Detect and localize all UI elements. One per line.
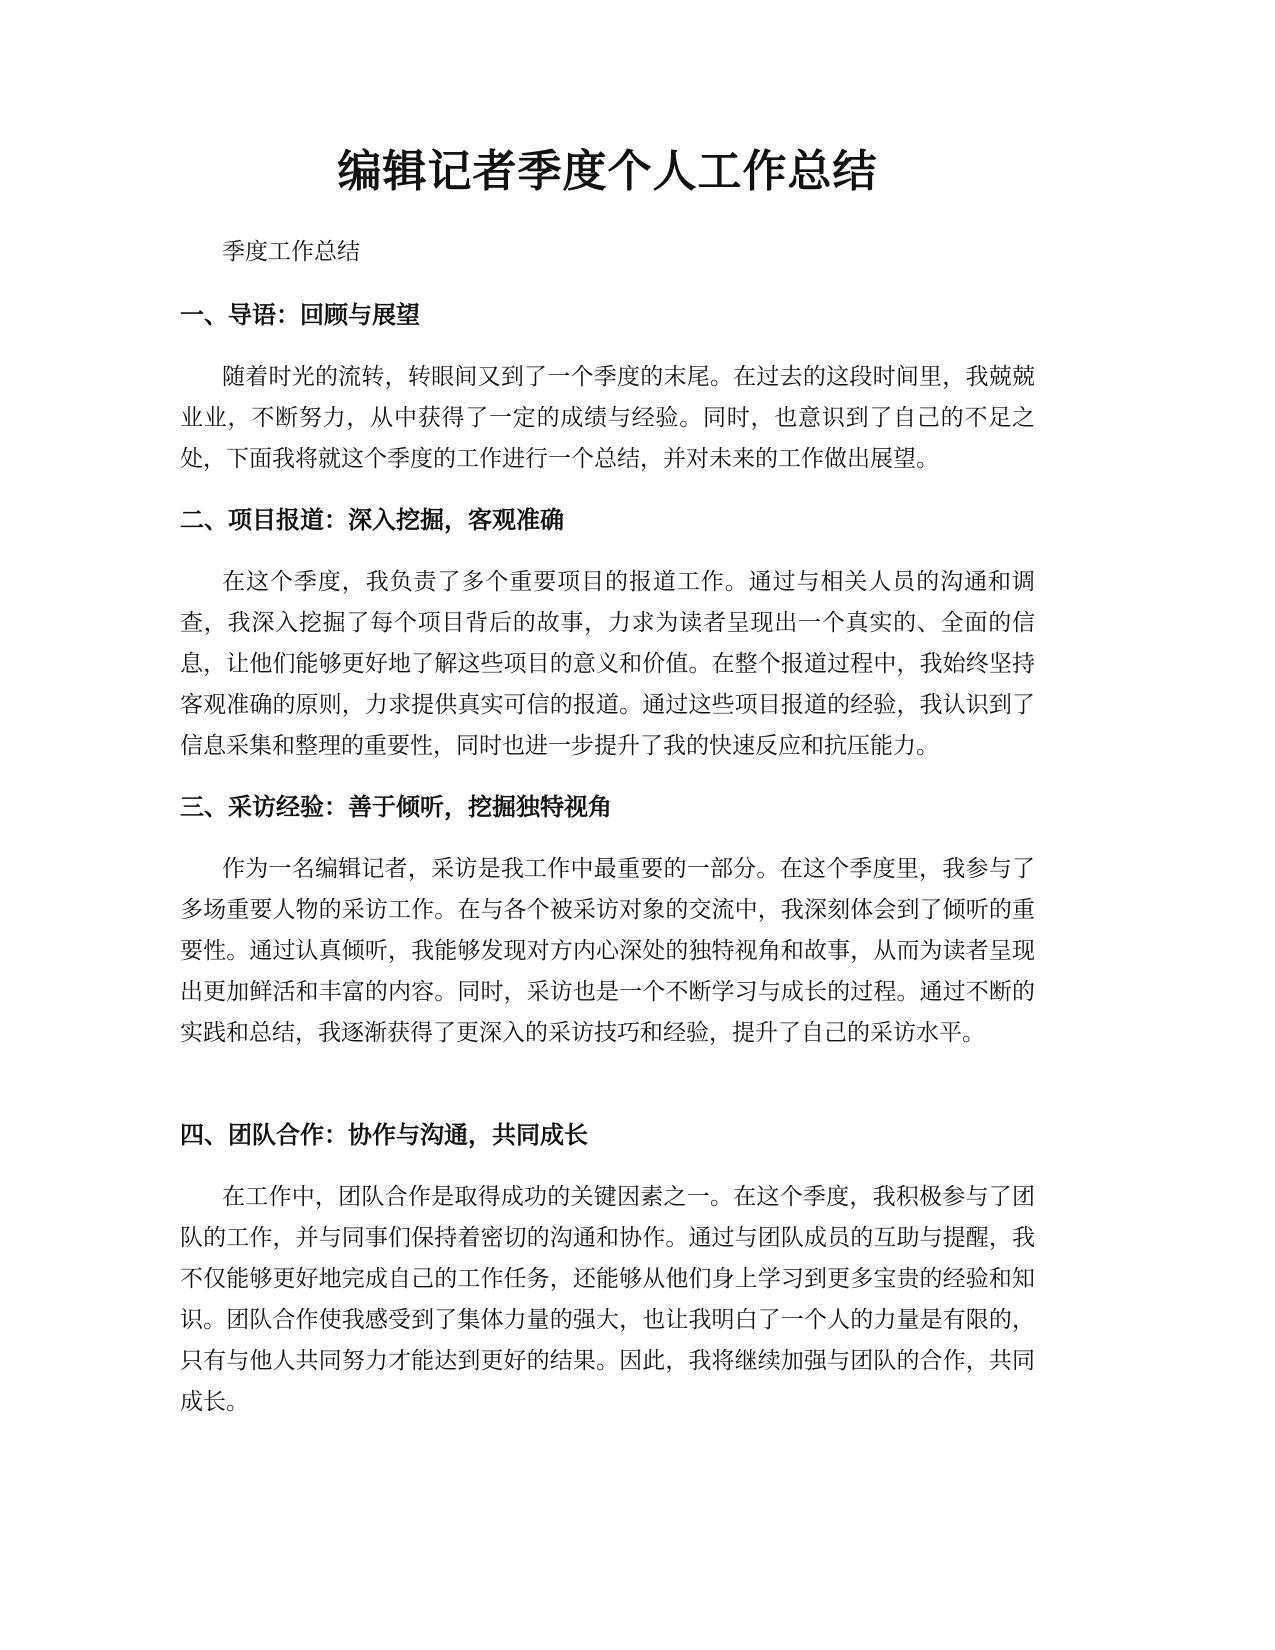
section-heading-project-reporting: 二、项目报道：深入挖掘，客观准确 [180, 506, 564, 534]
section-body-project-reporting: 在这个季度，我负责了多个重要项目的报道工作。通过与相关人员的沟通和调查，我深入挖掘了每个项目背后的故事，力求为读者呈现出一个真实的、全面的信息，让他们能够更好地了解这些项目的意义和价值。在整个报道过程中，我始终坚持客观准确的原则，力求提供真实可信的报道。通过这些项目报道的经验，我认识到了信息采集和整理的重要性，同时也进一步提升了我的快速反应和抗压能力。 [180, 569, 1035, 759]
section-heading-intro: 一、导语：回顾与展望 [180, 301, 420, 329]
section-heading-teamwork: 四、团队合作：协作与沟通，共同成长 [180, 1121, 588, 1149]
section-body-teamwork: 在工作中，团队合作是取得成功的关键因素之一。在这个季度，我积极参与了团队的工作，并与同事们保持着密切的沟通和协作。通过与团队成员的互助与提醒，我不仅能够更好地完成自己的工作任务，还能够从他们身上学习到更多宝贵的经验和知识。团队合作使我感受到了集体力量的强大，也让我明白了一个人的力量是有限的，只有与他人共同努力才能达到更好的结果。因此，我将继续加强与团队的合作，共同成长。 [180, 1184, 1035, 1415]
document-title: 编辑记者季度个人工作总结 [337, 146, 878, 197]
document-subtitle: 季度工作总结 [222, 239, 360, 265]
section-body-interview-experience: 作为一名编辑记者，采访是我工作中最重要的一部分。在这个季度里，我参与了多场重要人物的采访工作。在与各个被采访对象的交流中，我深刻体会到了倾听的重要性。通过认真倾听，我能够发现对方内心深处的独特视角和故事，从而为读者呈现出更加鲜活和丰富的内容。同时，采访也是一个不断学习与成长的过程。通过不断的实践和总结，我逐渐获得了更深入的采访技巧和经验，提升了自己的采访水平。 [180, 856, 1035, 1046]
section-heading-interview-experience: 三、采访经验：善于倾听，挖掘独特视角 [180, 793, 612, 821]
section-body-intro: 随着时光的流转，转眼间又到了一个季度的末尾。在过去的这段时间里，我兢兢业业，不断努力，从中获得了一定的成绩与经验。同时，也意识到了自己的不足之处，下面我将就这个季度的工作进行一个总结，并对未来的工作做出展望。 [180, 364, 1035, 472]
